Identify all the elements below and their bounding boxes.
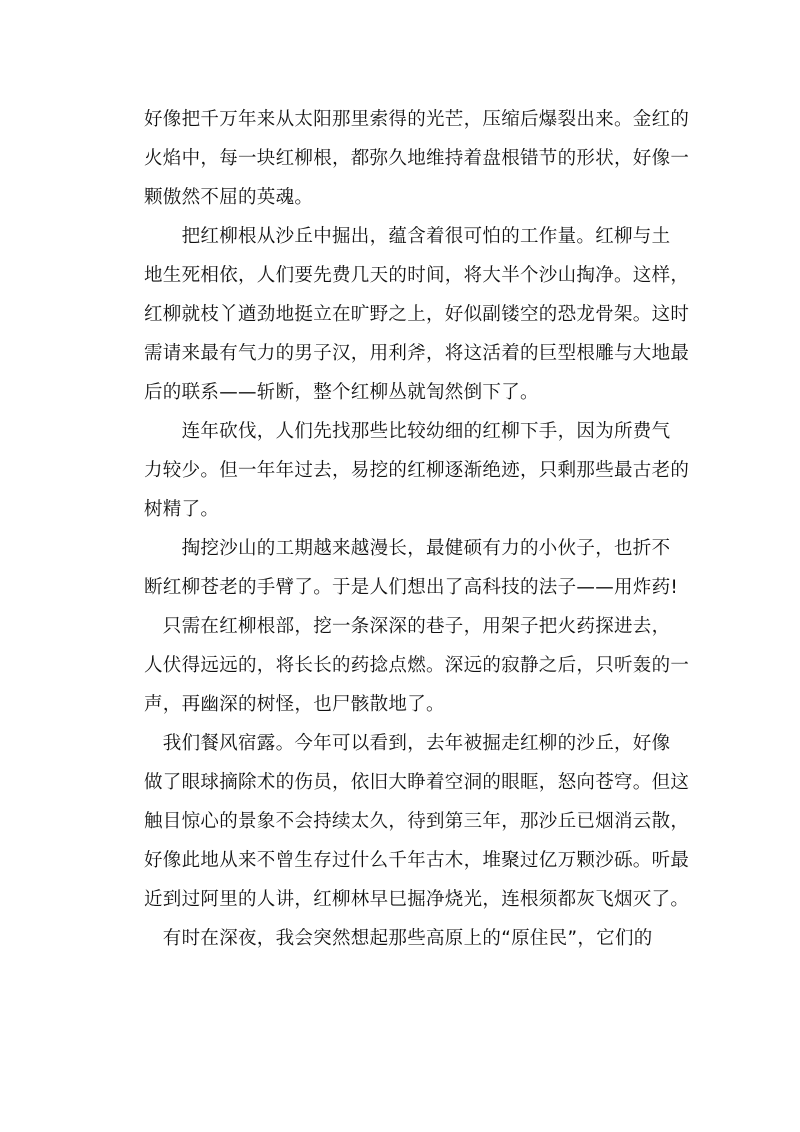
text-line: 需请来最有气力的男子汉，用利斧，将这活着的巨型根雕与大地最	[144, 343, 690, 364]
text-line: 好像此地从来不曾生存过什么千年古木，堆聚过亿万颗沙砾。听最	[144, 850, 690, 871]
text-line: 只需在红柳根部，挖一条深深的巷子，用架子把火药探进去，	[144, 616, 671, 637]
text-line: 树精了。	[144, 499, 220, 520]
text-line: 掏挖沙山的工期越来越漫长，最健硕有力的小伙子，也折不	[144, 538, 671, 559]
text-line: 力较少。但一年年过去，易挖的红柳逐渐绝迹，只剩那些最古老的	[144, 460, 690, 481]
text-line: 做了眼球摘除术的伤员，依旧大睁着空洞的眼眶，怒向苍穹。但这	[144, 772, 690, 793]
text-line: 好像把千万年来从太阳那里索得的光芒，压缩后爆裂出来。金红的	[144, 109, 690, 130]
text-line: 声，再幽深的树怪，也尸骸散地了。	[144, 694, 445, 715]
text-line: 我们餐风宿露。今年可以看到，去年被掘走红柳的沙丘，好像	[144, 733, 671, 754]
text-line: 红柳就枝丫遒劲地挺立在旷野之上，好似副镂空的恐龙骨架。这时	[144, 304, 690, 325]
body-text	[144, 100, 696, 958]
text-line: 断红柳苍老的手臂了。于是人们想出了高科技的法子——用炸药!	[144, 577, 679, 598]
text-line: 地生死相依，人们要先费几天的时间，将大半个沙山掏净。这样，	[144, 265, 690, 286]
text-line: 后的联系——斩断，整个红柳丛就訇然倒下了。	[144, 382, 539, 403]
text-line: 近到过阿里的人讲，红柳林早巳掘净烧光，连根须都灰飞烟灭了。	[144, 889, 690, 910]
text-line: 连年砍伐，人们先找那些比较幼细的红柳下手，因为所费气	[144, 421, 671, 442]
text-line: 触目惊心的景象不会持续太久，待到第三年，那沙丘已烟消云散，	[144, 811, 690, 832]
text-line: 人伏得远远的，将长长的药捻点燃。深远的寂静之后，只听轰的一	[144, 655, 690, 676]
text-line: 有时在深夜，我会突然想起那些高原上的“原住民”，它们的	[144, 928, 653, 949]
text-line: 把红柳根从沙丘中掘出，蕴含着很可怕的工作量。红柳与土	[144, 226, 671, 247]
text-line: 颗傲然不屈的英魂。	[144, 187, 314, 208]
text-line: 火焰中，每一块红柳根，都弥久地维持着盘根错节的形状，好像一	[144, 148, 690, 169]
